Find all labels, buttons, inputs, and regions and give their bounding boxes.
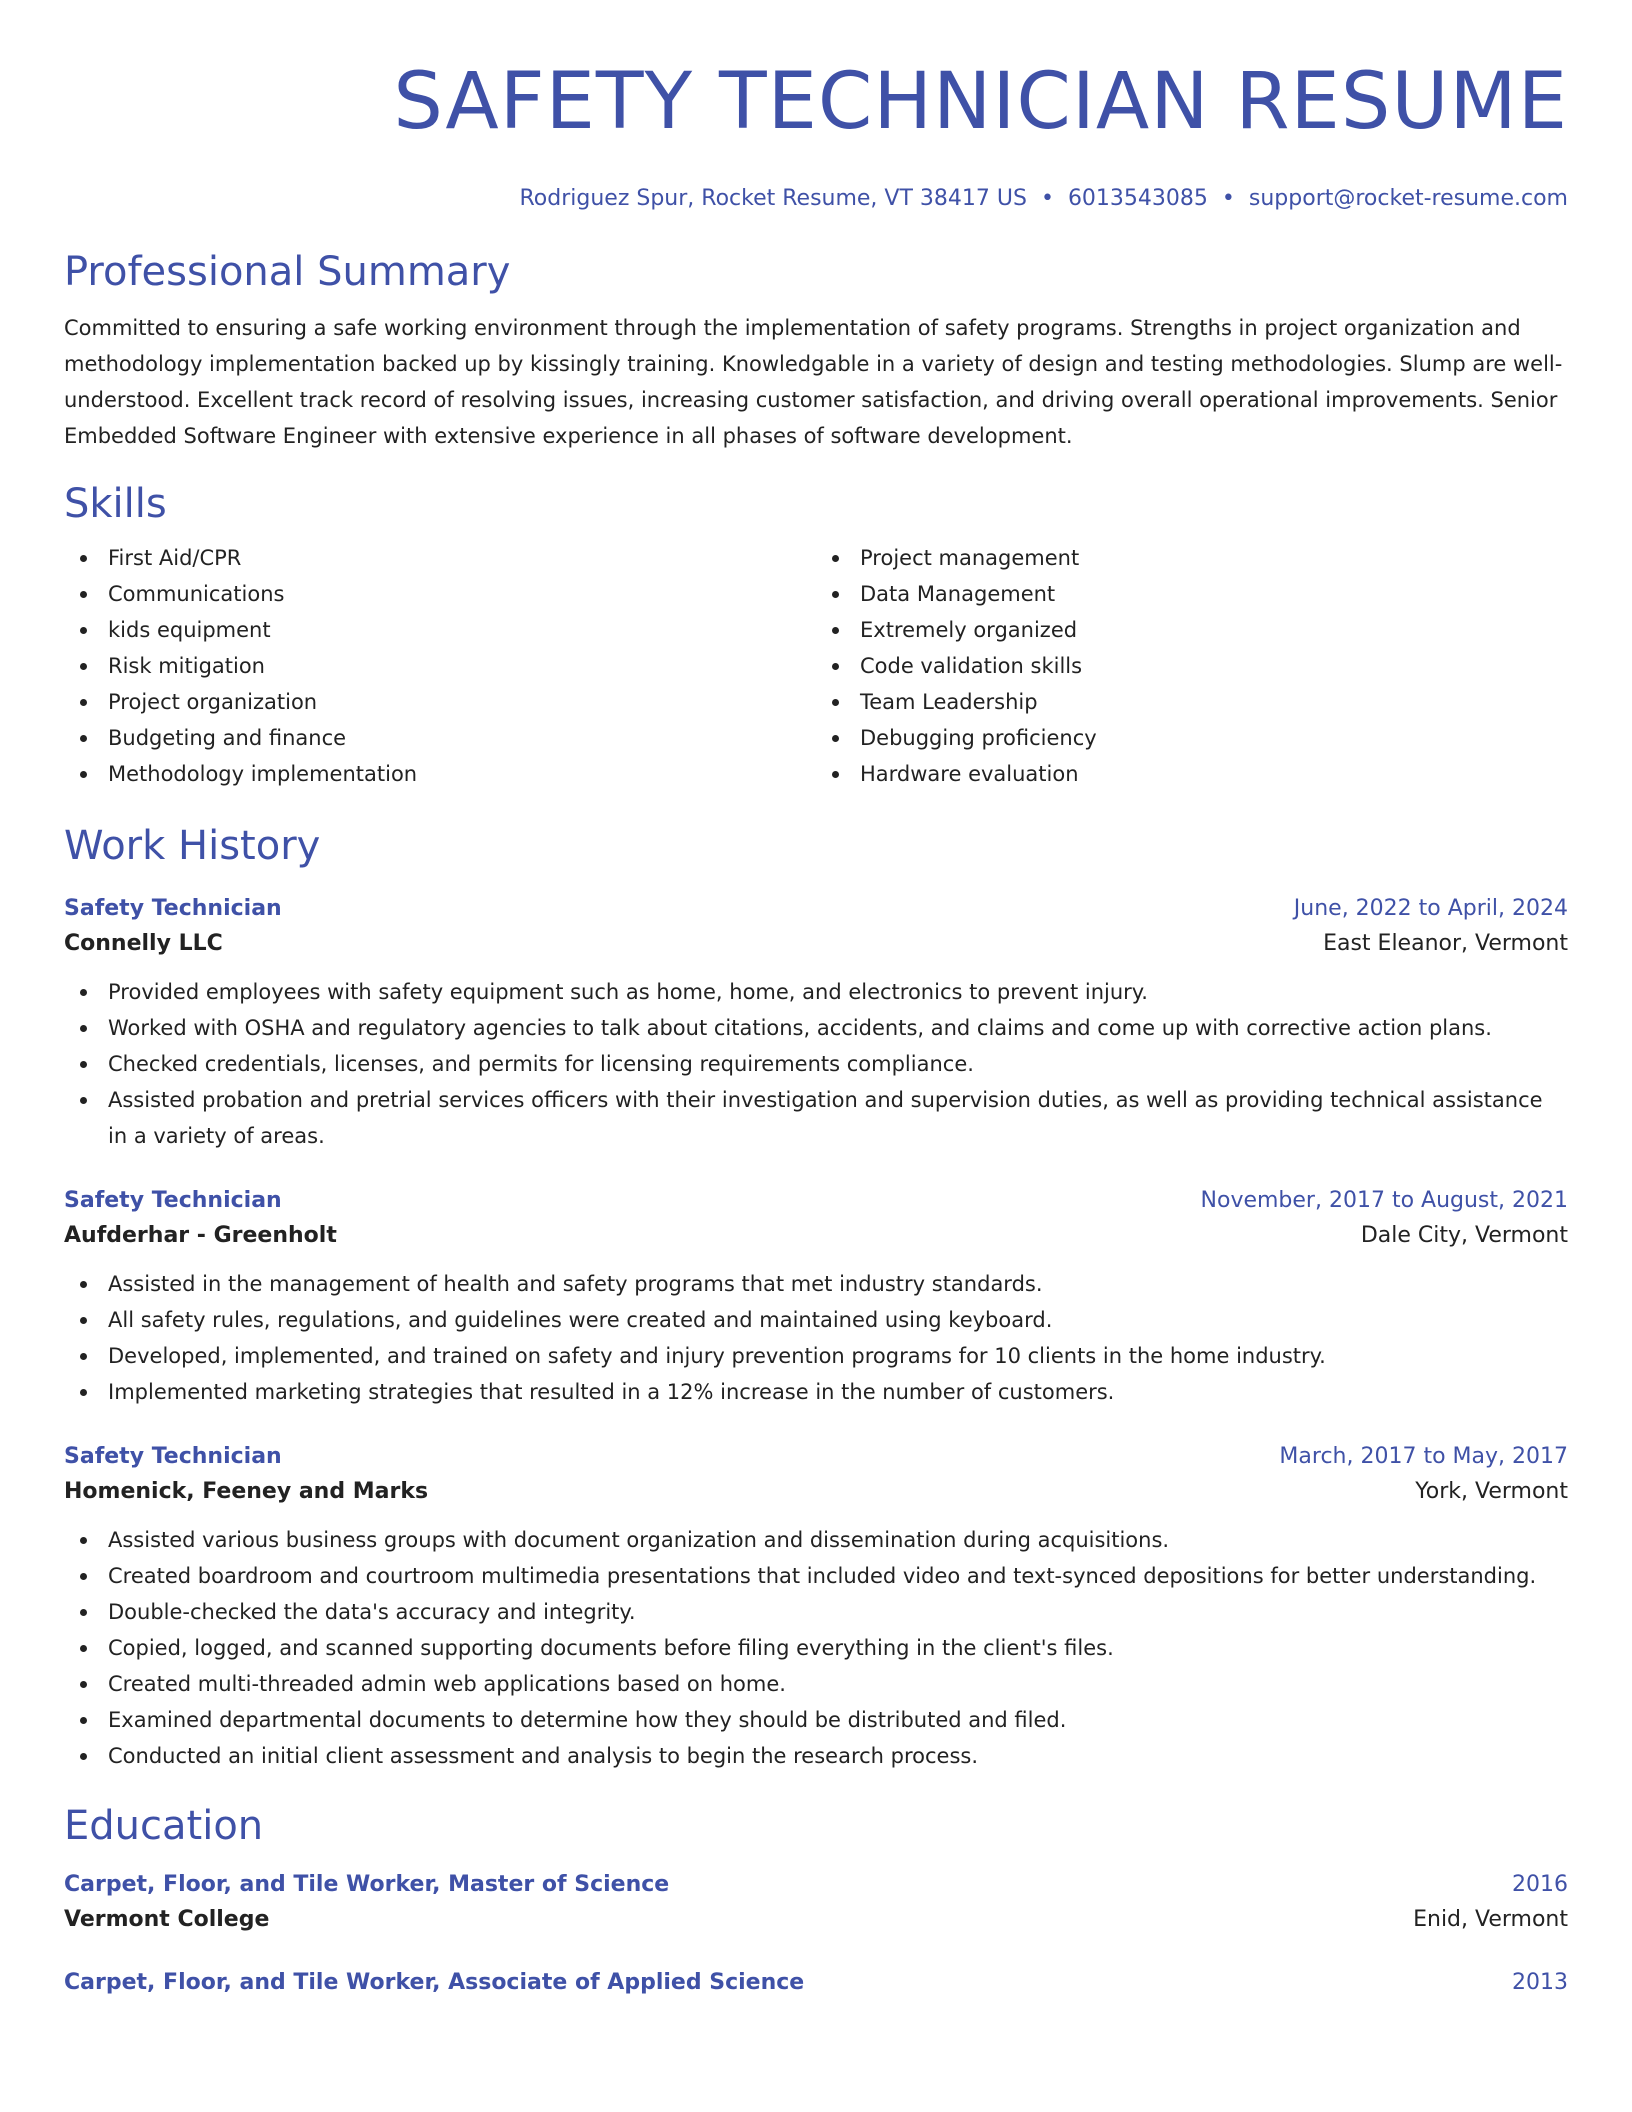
skills-list — [64, 540, 1568, 792]
contact-separator: • — [1040, 186, 1054, 211]
job-bullet: Conducted an initial client assessment and analysis to begin the research process. — [64, 1738, 1568, 1774]
contact-phone: 6013543085 — [1067, 186, 1208, 211]
education-school: Vermont College — [64, 1907, 270, 1932]
skill-item: Hardware evaluation — [816, 756, 1568, 792]
skill-item: Communications — [64, 576, 816, 612]
job-company: Aufderhar - Greenholt — [64, 1223, 337, 1248]
resume-header — [64, 0, 1568, 214]
job-company: Homenick, Feeney and Marks — [64, 1479, 429, 1504]
skill-item: Extremely organized — [816, 612, 1568, 648]
education-year: 2016 — [1512, 1872, 1568, 1897]
skill-item: Methodology implementation — [64, 756, 816, 792]
skills-column-right — [816, 540, 1568, 792]
job-dates: June, 2022 to April, 2024 — [1293, 896, 1568, 921]
job-bullets — [64, 1266, 1568, 1410]
job-bullet: Assisted in the management of health and safety programs that met industry standards. — [64, 1266, 1568, 1302]
skill-item: kids equipment — [64, 612, 816, 648]
job-entry — [64, 1184, 1568, 1410]
skills-column-left — [64, 540, 816, 792]
job-bullets — [64, 974, 1568, 1154]
skill-item: Risk mitigation — [64, 648, 816, 684]
contact-separator: • — [1221, 186, 1235, 211]
job-title: Safety Technician — [64, 1188, 282, 1213]
skill-item: Project management — [816, 540, 1568, 576]
job-bullet: Copied, logged, and scanned supporting documents before filing everything in the client's files. — [64, 1630, 1568, 1666]
job-location: Dale City, Vermont — [1360, 1223, 1568, 1248]
job-bullets — [64, 1522, 1568, 1774]
job-bullet: Created multi-threaded admin web applications based on home. — [64, 1666, 1568, 1702]
skills-heading: Skills — [64, 481, 167, 527]
job-bullet: Created boardroom and courtroom multimedia presentations that included video and text-synced depositions for better understanding. — [64, 1558, 1568, 1594]
job-bullet: Assisted various business groups with document organization and dissemination during acquisitions. — [64, 1522, 1568, 1558]
resume-title: SAFETY TECHNICIAN RESUME — [393, 57, 1568, 147]
job-location: East Eleanor, Vermont — [1323, 931, 1568, 956]
job-company: Connelly LLC — [64, 931, 223, 956]
contact-line — [64, 184, 1568, 214]
job-bullet: Checked credentials, licenses, and permits for licensing requirements compliance. — [64, 1046, 1568, 1082]
job-title: Safety Technician — [64, 1444, 282, 1469]
job-bullet: Implemented marketing strategies that resulted in a 12% increase in the number of customers. — [64, 1374, 1568, 1410]
job-bullet: All safety rules, regulations, and guidelines were created and maintained using keyboard. — [64, 1302, 1568, 1338]
skill-item: Data Management — [816, 576, 1568, 612]
skill-item: First Aid/CPR — [64, 540, 816, 576]
job-dates: March, 2017 to May, 2017 — [1279, 1444, 1568, 1469]
summary-text: Committed to ensuring a safe working environment through the implementation of safety programs. Strengths in project organization and methodology implementation backed up by kissingly training. Knowledgable in a variety of design and testing methodologies. Slump are well-understood. Excellent track record of resolving issues, increasing customer satisfaction, and driving overall operational improvements. Senior Embedded Software Engineer with extensive experience in all phases of software development. — [64, 316, 1563, 448]
education-entry — [64, 1868, 1568, 1938]
job-dates: November, 2017 to August, 2021 — [1200, 1188, 1568, 1213]
contact-email[interactable]: support@rocket-resume.com — [1248, 186, 1568, 211]
education-degree: Carpet, Floor, and Tile Worker, Master of Science — [64, 1872, 670, 1897]
contact-address: Rodriguez Spur, Rocket Resume, VT 38417 US — [519, 186, 1027, 211]
skill-item: Debugging proficiency — [816, 720, 1568, 756]
job-bullet: Double-checked the data's accuracy and integrity. — [64, 1594, 1568, 1630]
skill-item: Code validation skills — [816, 648, 1568, 684]
job-title: Safety Technician — [64, 896, 282, 921]
work-history-heading: Work History — [64, 823, 321, 869]
skill-item: Budgeting and finance — [64, 720, 816, 756]
job-bullet: Assisted probation and pretrial services officers with their investigation and supervision duties, as well as providing technical assistance in a variety of areas. — [64, 1082, 1568, 1154]
job-bullet: Worked with OSHA and regulatory agencies to talk about citations, accidents, and claims and come up with corrective action plans. — [64, 1010, 1568, 1046]
education-location: Enid, Vermont — [1413, 1907, 1568, 1932]
job-bullet: Provided employees with safety equipment such as home, home, and electronics to prevent injury. — [64, 974, 1568, 1010]
education-year: 2013 — [1512, 1970, 1568, 1995]
job-bullet: Examined departmental documents to determine how they should be distributed and filed. — [64, 1702, 1568, 1738]
education-entry — [64, 1966, 1568, 2000]
summary-heading: Professional Summary — [64, 249, 511, 295]
education-heading: Education — [64, 1803, 264, 1849]
job-location: York, Vermont — [1415, 1479, 1568, 1504]
skill-item: Team Leadership — [816, 684, 1568, 720]
education-degree: Carpet, Floor, and Tile Worker, Associate of Applied Science — [64, 1970, 805, 1995]
skill-item: Project organization — [64, 684, 816, 720]
job-bullet: Developed, implemented, and trained on safety and injury prevention programs for 10 clients in the home industry. — [64, 1338, 1568, 1374]
job-entry — [64, 892, 1568, 1154]
job-entry — [64, 1440, 1568, 1774]
